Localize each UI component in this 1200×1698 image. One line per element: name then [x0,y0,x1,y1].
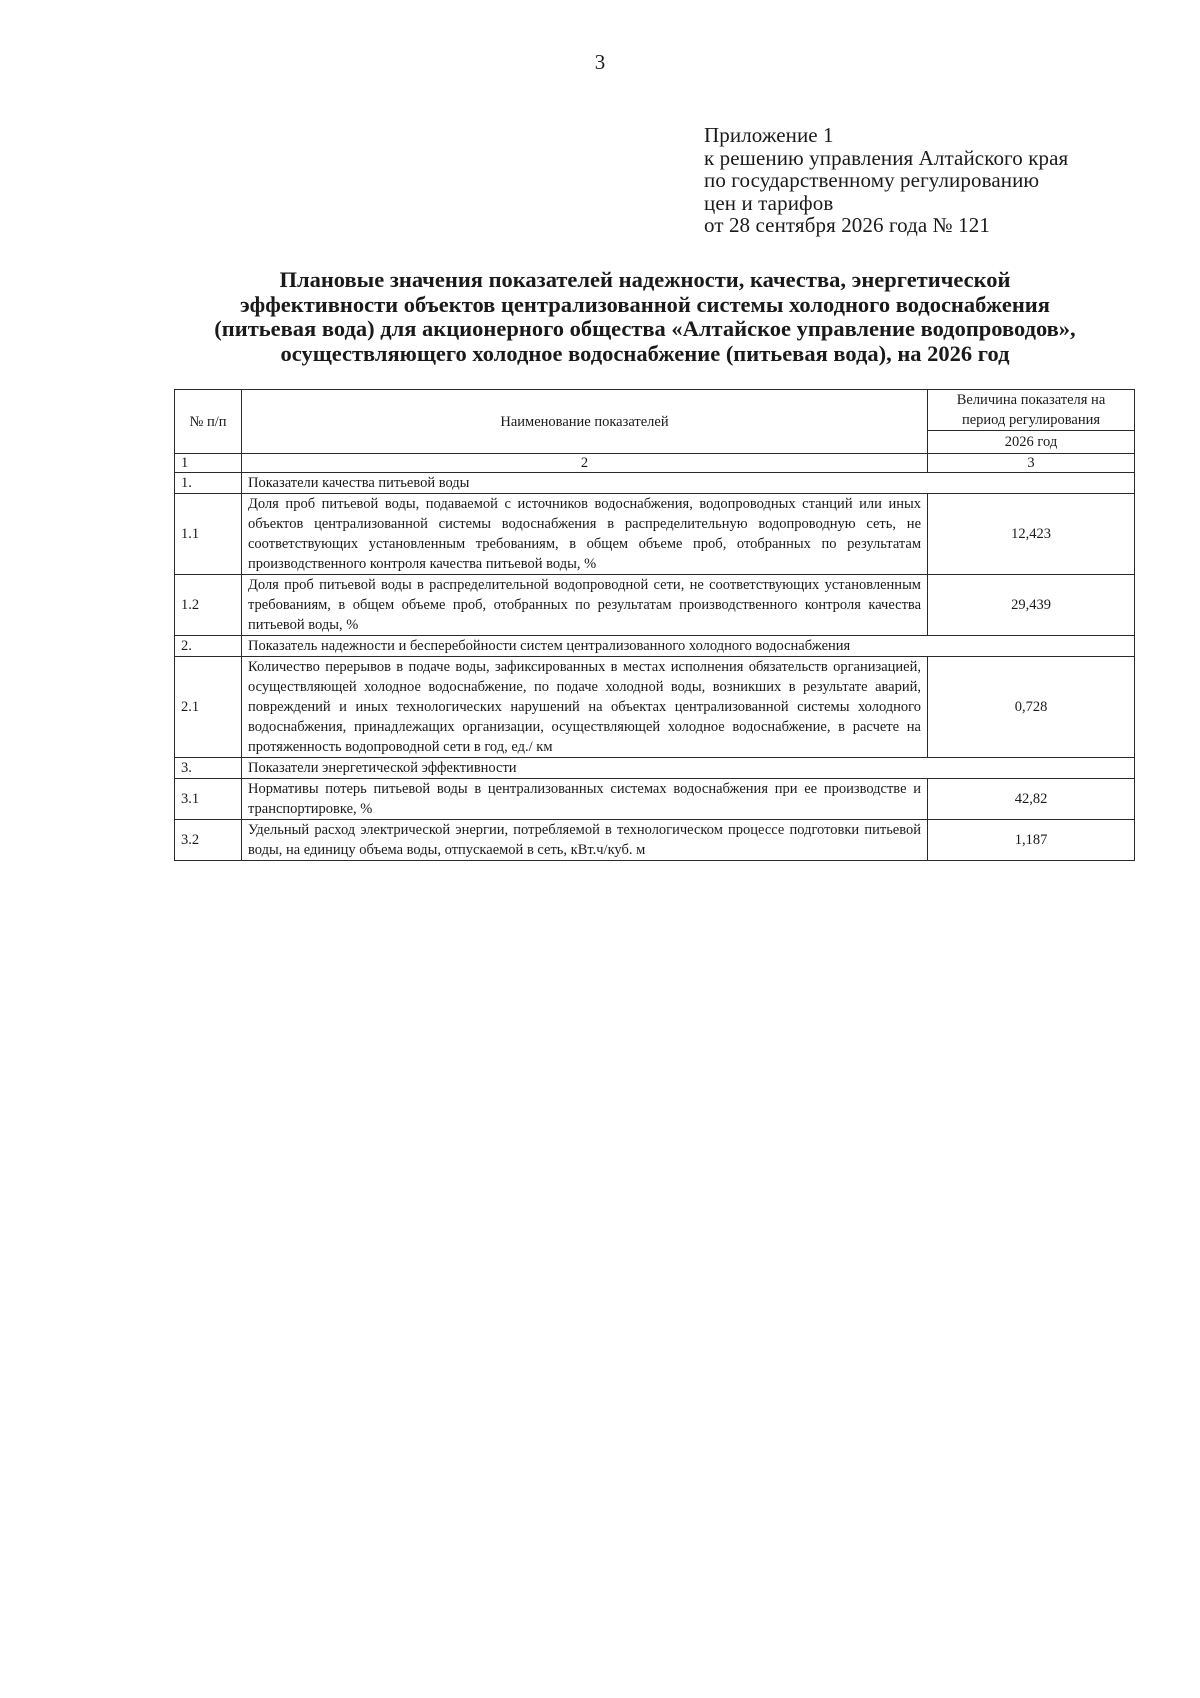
indicators-table [174,389,1135,861]
row-number: 3. [175,758,242,779]
header-year: 2026 год [928,431,1135,454]
table-row [175,758,1135,779]
table-row [175,636,1135,657]
column-index: 1 [175,454,242,473]
row-number: 1.1 [175,494,242,575]
row-number: 2.1 [175,657,242,758]
row-number: 1. [175,473,242,494]
title-line: Плановые значения показателей надежности, качества, энергетической [279,267,1011,292]
table-row [175,473,1135,494]
indicator-value: 29,439 [928,575,1135,636]
appendix-line: по государственному регулированию [704,168,1040,192]
appendix-line: цен и тарифов [704,190,834,215]
section-title: Показатели качества питьевой воды [242,473,1135,494]
header-value: Величина показателя на период регулирования [928,390,1135,431]
appendix-line: Приложение 1 [704,123,834,147]
section-title: Показатель надежности и бесперебойности систем централизованного холодного водоснабжения [242,636,1135,657]
appendix-line: к решению управления Алтайского края [704,145,1069,170]
appendix-block [704,124,1164,237]
table-row [175,820,1135,861]
indicator-name: Доля проб питьевой воды, подаваемой с источников водоснабжения, водопроводных станций или иных объектов централизованной системы водоснабжения в распределительную водопроводную сеть, не соответствующих установленным требованиям, в общем объеме проб, отобранных по результатам производственного контроля качества питьевой воды, % [242,494,928,575]
section-title: Показатели энергетической эффективности [242,758,1135,779]
title-line: осуществляющего холодное водоснабжение (питьевая вода), на 2026 год [280,340,1010,366]
row-number: 1.2 [175,575,242,636]
indicator-value: 12,423 [928,494,1135,575]
column-index: 3 [928,454,1135,473]
header-number: № п/п [175,390,242,454]
appendix-line: от 28 сентября 2026 года № 121 [704,213,990,237]
table-row [175,657,1135,758]
indicator-value: 42,82 [928,779,1135,820]
document-title [150,268,1140,366]
indicator-value: 0,728 [928,657,1135,758]
table-row [175,575,1135,636]
indicator-value: 1,187 [928,820,1135,861]
title-line: эффективности объектов централизованной системы холодного водоснабжения [240,291,1050,317]
indicator-name: Количество перерывов в подаче воды, зафиксированных в местах исполнения обязательств организацией, осуществляющей холодное водоснабжение, по подаче холодной воды, возникших в результате аварий, повреждений и иных технологических нарушений на объектах централизованной системы холодного водоснабжения, принадлежащих организации, осуществляющей холодное водоснабжение, в расчете на протяженность водопроводной сети в год, ед./ км [242,657,928,758]
title-line: (питьевая вода) для акционерного общества «Алтайское управление водопроводов», [214,316,1076,341]
page-number: 3 [594,50,606,74]
row-number: 2. [175,636,242,657]
table-row [175,494,1135,575]
row-number: 3.2 [175,820,242,861]
indicator-name: Доля проб питьевой воды в распределительной водопроводной сети, не соответствующих установленным требованиям, в общем объеме проб, отобранных по результатам производственного контроля качества питьевой воды, % [242,575,928,636]
indicator-name: Нормативы потерь питьевой воды в централизованных системах водоснабжения при ее производстве и транспортировке, % [242,779,928,820]
row-number: 3.1 [175,779,242,820]
column-index: 2 [242,454,928,473]
indicator-name: Удельный расход электрической энергии, потребляемой в технологическом процессе подготовки питьевой воды, на единицу объема воды, отпускаемой в сеть, кВт.ч/куб. м [242,820,928,861]
table-row [175,779,1135,820]
header-name: Наименование показателей [242,390,928,454]
